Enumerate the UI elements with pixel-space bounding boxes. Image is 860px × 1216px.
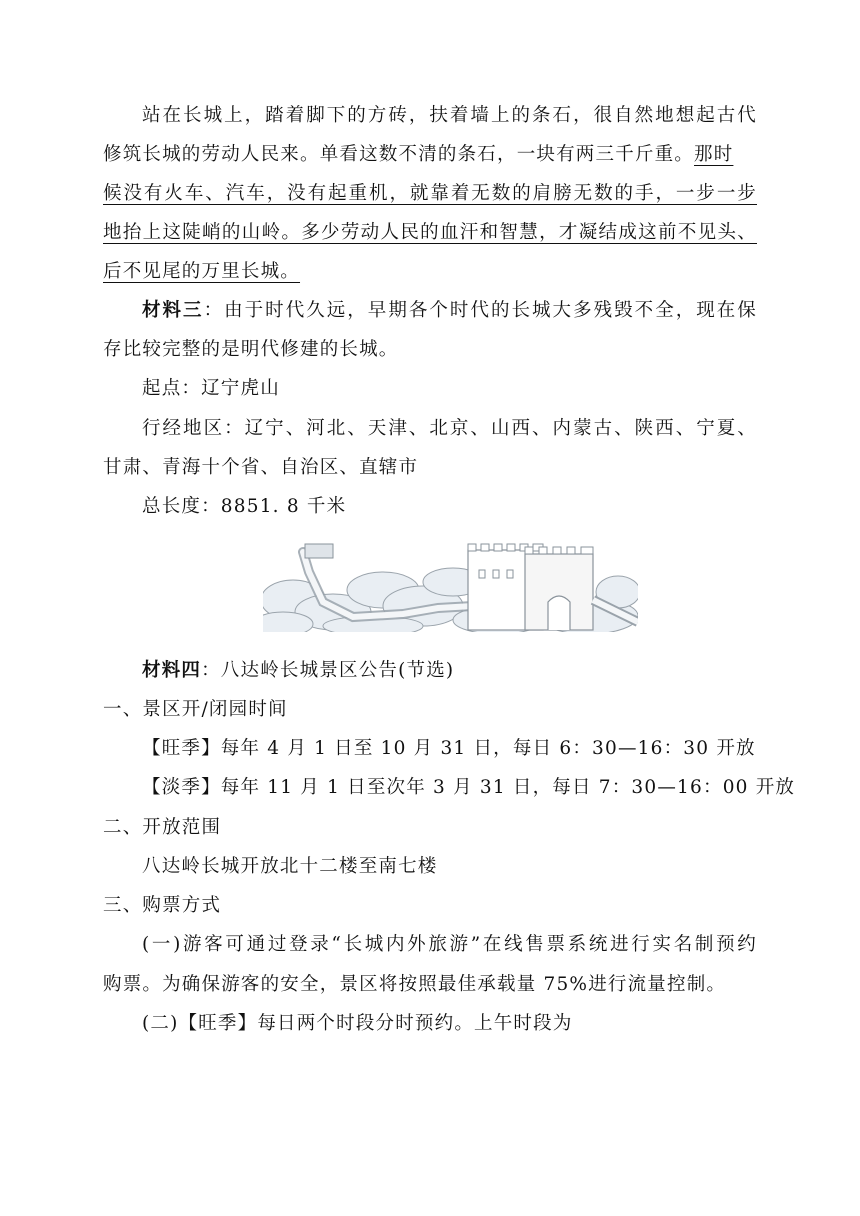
material4-title: ：八达岭长城景区公告(节选)	[201, 660, 455, 681]
material4-label: 材料四	[142, 660, 202, 681]
great-wall-illustration	[263, 542, 638, 632]
ticket-item1-line1: (一)游客可通过登录“长城内外旅游”在线售票系统进行实名制预约	[142, 934, 757, 955]
section1-heading: 一、景区开/闭园时间	[103, 699, 288, 720]
para1-line1: 站在长城上，踏着脚下的方砖，扶着墙上的条石，很自然地想起古代	[142, 105, 757, 126]
ticket-item2: (二)【旺季】每日两个时段分时预约。上午时段为	[142, 1013, 573, 1034]
para1-line5: 后不见尾的万里长城。	[103, 261, 301, 282]
material3-regions-line2: 甘肃、青海十个省、自治区、直辖市	[103, 457, 419, 478]
material3-label: 材料三	[142, 300, 204, 321]
section2-heading: 二、开放范围	[103, 817, 222, 838]
ticket-item1-line2: 购票。为确保游客的安全，景区将按照最佳承载量 75%进行流量控制。	[103, 974, 727, 995]
material3-regions-line1: 行经地区：辽宁、河北、天津、北京、山西、内蒙古、陕西、宁夏、	[142, 418, 757, 439]
peak-season-hours: 【旺季】每年 4 月 1 日至 10 月 31 日，每日 6：30—16：30 开放	[142, 738, 756, 759]
para1-line4: 地抬上这陡峭的山岭。多少劳动人民的血汗和智慧，才凝结成这前不见头、	[103, 222, 757, 243]
open-range: 八达岭长城开放北十二楼至南七楼	[142, 856, 438, 877]
section3-heading: 三、购票方式	[103, 895, 222, 916]
material3-length: 总长度：8851. 8 千米	[142, 496, 347, 517]
para1-underlined-start: 那时	[694, 144, 734, 165]
para1-line3: 候没有火车、汽车，没有起重机，就靠着无数的肩膀无数的手，一步一步	[103, 183, 757, 204]
para1-line2-text: 修筑长城的劳动人民来。单看这数不清的条石，一块有两三千斤重。	[103, 144, 695, 165]
material3-text: ：由于时代久远，早期各个时代的长城大多残毁不全，现在保	[203, 300, 757, 321]
material3-start: 起点：辽宁虎山	[142, 378, 280, 399]
material4-heading	[142, 659, 757, 683]
material3-line1	[142, 299, 757, 323]
material3-line2: 存比较完整的是明代修建的长城。	[103, 339, 399, 360]
off-season-hours: 【淡季】每年 11 月 1 日至次年 3 月 31 日，每日 7：30—16：00 开放	[142, 777, 796, 798]
para1-line2	[103, 143, 757, 167]
